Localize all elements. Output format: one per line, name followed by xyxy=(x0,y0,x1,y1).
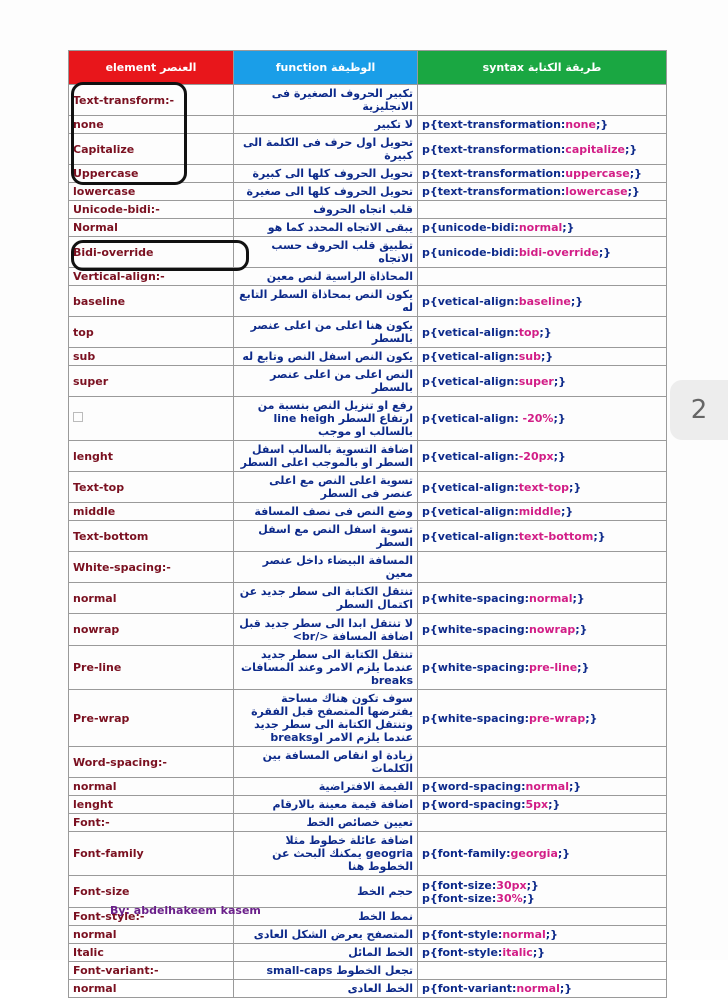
table-row xyxy=(69,614,667,646)
syntax-cell xyxy=(418,747,667,778)
function-cell: لا تكبير xyxy=(234,116,418,134)
element-cell: nowrap xyxy=(69,614,234,646)
element-cell: middle xyxy=(69,503,234,521)
element-cell: Bidi-override xyxy=(69,237,234,268)
function-cell: سوف تكون هناك مساحة يفترضها المتصفح قبل الفقرة وتنتقل الكتابة الى سطر جديد عندما يلزم الامر اوbreaks xyxy=(234,690,418,747)
table-row xyxy=(69,747,667,778)
syntax-cell: p{unicode-bidi:normal;} xyxy=(418,219,667,237)
table-row xyxy=(69,962,667,980)
table-row xyxy=(69,219,667,237)
syntax-cell: p{font-variant:normal;} xyxy=(418,980,667,998)
syntax-cell: p{vetical-align:top;} xyxy=(418,317,667,348)
syntax-cell: p{text-transformation:lowercase;} xyxy=(418,183,667,201)
syntax-cell xyxy=(418,552,667,583)
element-cell: top xyxy=(69,317,234,348)
table-row xyxy=(69,690,667,747)
header-function: function الوظيفة xyxy=(234,51,418,85)
element-cell: Text-top xyxy=(69,472,234,503)
syntax-cell: p{unicode-bidi:bidi-override;} xyxy=(418,237,667,268)
syntax-cell: p{vetical-align:super;} xyxy=(418,366,667,397)
function-cell: تعيين خصائص الخط xyxy=(234,814,418,832)
function-cell: النص اعلى من اعلى عنصر بالسطر xyxy=(234,366,418,397)
table-row xyxy=(69,116,667,134)
syntax-cell: p{vetical-align:text-bottom;} xyxy=(418,521,667,552)
table-row xyxy=(69,366,667,397)
table-row xyxy=(69,503,667,521)
element-cell: Font-style:- xyxy=(69,908,234,926)
table-row xyxy=(69,237,667,268)
syntax-cell: p{font-size:30px;} p{font-size:30%;} xyxy=(418,876,667,908)
syntax-cell: p{vetical-align:middle;} xyxy=(418,503,667,521)
element-cell: Capitalize xyxy=(69,134,234,165)
element-cell: super xyxy=(69,366,234,397)
function-cell: تحويل الحروف كلها الى صغيرة xyxy=(234,183,418,201)
table-row xyxy=(69,268,667,286)
side-page-badge: 2 xyxy=(670,380,728,440)
function-cell: لا تنتقل ابدا الى سطر جديد قبل اضافة المسافة </br> xyxy=(234,614,418,646)
function-cell: القيمة الافتراضية xyxy=(234,778,418,796)
function-cell: اضافة قيمة معينة بالارقام xyxy=(234,796,418,814)
syntax-cell: p{font-style:normal;} xyxy=(418,926,667,944)
syntax-cell: p{text-transformation:capitalize;} xyxy=(418,134,667,165)
element-cell: Font-variant:- xyxy=(69,962,234,980)
function-cell: يكون هنا اعلى من اعلى عنصر بالسطر xyxy=(234,317,418,348)
function-cell: الخط المائل xyxy=(234,944,418,962)
element-cell: none xyxy=(69,116,234,134)
function-cell: الخط العادى xyxy=(234,980,418,998)
element-cell: normal xyxy=(69,583,234,614)
function-cell: اضافة عائلة خطوط مثلا geogria يمكنك البحث عن الخطوط هنا xyxy=(234,832,418,876)
function-cell: تكبير الحروف الصغيرة فى الانجليزية xyxy=(234,85,418,116)
table-row xyxy=(69,472,667,503)
syntax-cell: p{text-transformation:none;} xyxy=(418,116,667,134)
syntax-cell: p{text-transformation:uppercase;} xyxy=(418,165,667,183)
syntax-cell: p{white-spacing:pre-line;} xyxy=(418,646,667,690)
syntax-cell: p{vetical-align: -20%;} xyxy=(418,397,667,441)
function-cell: تنتقل الكتابة الى سطر جديد عن اكتمال السطر xyxy=(234,583,418,614)
syntax-cell: p{vetical-align:-20px;} xyxy=(418,441,667,472)
syntax-cell xyxy=(418,201,667,219)
syntax-cell: p{vetical-align:sub;} xyxy=(418,348,667,366)
function-cell: وضع النص فى نصف المسافة xyxy=(234,503,418,521)
element-cell: Normal xyxy=(69,219,234,237)
table-row xyxy=(69,286,667,317)
syntax-cell xyxy=(418,908,667,926)
syntax-cell: p{vetical-align:baseline;} xyxy=(418,286,667,317)
element-cell: normal xyxy=(69,926,234,944)
table-row xyxy=(69,317,667,348)
header-syntax: syntax طريقة الكتابة xyxy=(418,51,667,85)
function-cell: تسوية اعلى النص مع اعلى عنصر فى السطر xyxy=(234,472,418,503)
function-cell: تجعل الخطوط small-caps xyxy=(234,962,418,980)
syntax-cell: p{white-spacing:pre-wrap;} xyxy=(418,690,667,747)
element-cell: Font-family xyxy=(69,832,234,876)
function-cell: تطبيق قلب الحروف حسب الاتجاه xyxy=(234,237,418,268)
function-cell: قلب اتجاه الحروف xyxy=(234,201,418,219)
element-cell: Pre-line xyxy=(69,646,234,690)
syntax-cell: p{word-spacing:normal;} xyxy=(418,778,667,796)
function-cell: المحاذاة الراسية لنص معين xyxy=(234,268,418,286)
element-cell: lowercase xyxy=(69,183,234,201)
table-row xyxy=(69,796,667,814)
syntax-cell xyxy=(418,814,667,832)
syntax-cell: p{font-family:georgia;} xyxy=(418,832,667,876)
table-row xyxy=(69,441,667,472)
function-cell: اضافة التسوية بالسالب اسفل السطر او بالموجب اعلى السطر xyxy=(234,441,418,472)
function-cell: رفع او تنزيل النص بنسبة من ارتفاع السطر line heigh بالسالب او موجب xyxy=(234,397,418,441)
function-cell: يكون النص اسفل النص وتابع له xyxy=(234,348,418,366)
syntax-cell xyxy=(418,85,667,116)
element-cell: sub xyxy=(69,348,234,366)
table-row xyxy=(69,944,667,962)
function-cell: زيادة او انقاص المسافة بين الكلمات xyxy=(234,747,418,778)
syntax-cell: p{word-spacing:5px;} xyxy=(418,796,667,814)
table-row xyxy=(69,552,667,583)
function-cell: المتصفح يعرض الشكل العادى xyxy=(234,926,418,944)
table-row xyxy=(69,134,667,165)
element-cell xyxy=(69,397,234,441)
syntax-cell xyxy=(418,268,667,286)
element-cell: normal xyxy=(69,778,234,796)
element-cell: Italic xyxy=(69,944,234,962)
syntax-cell: p{font-style:italic;} xyxy=(418,944,667,962)
syntax-cell: p{vetical-align:text-top;} xyxy=(418,472,667,503)
table-row xyxy=(69,397,667,441)
table-header xyxy=(69,51,667,85)
element-cell: Word-spacing:- xyxy=(69,747,234,778)
table-row xyxy=(69,926,667,944)
element-cell: Font-size xyxy=(69,876,234,908)
empty-box-icon xyxy=(73,412,83,422)
css-properties-table xyxy=(68,50,667,998)
element-cell: Uppercase xyxy=(69,165,234,183)
function-cell: يبقى الاتجاه المحدد كما هو xyxy=(234,219,418,237)
table-row xyxy=(69,165,667,183)
element-cell: normal xyxy=(69,980,234,998)
author-credit: By: abdelhakeem kasem xyxy=(110,904,261,917)
table-row xyxy=(69,583,667,614)
element-cell: Text-bottom xyxy=(69,521,234,552)
syntax-cell: p{white-spacing:nowrap;} xyxy=(418,614,667,646)
syntax-cell: p{white-spacing:normal;} xyxy=(418,583,667,614)
element-cell: Font:- xyxy=(69,814,234,832)
element-cell: Pre-wrap xyxy=(69,690,234,747)
table-row xyxy=(69,814,667,832)
function-cell: تحويل الحروف كلها الى كبيرة xyxy=(234,165,418,183)
table-row xyxy=(69,980,667,998)
function-cell: تنتقل الكتابة الى سطر جديد عندما يلزم الامر وعند المسافات breaks xyxy=(234,646,418,690)
element-cell: White-spacing:- xyxy=(69,552,234,583)
element-cell: lenght xyxy=(69,441,234,472)
table-row xyxy=(69,85,667,116)
element-cell: baseline xyxy=(69,286,234,317)
table-row xyxy=(69,183,667,201)
header-element: element العنصر xyxy=(69,51,234,85)
element-cell: Text-transform:- xyxy=(69,85,234,116)
table-row xyxy=(69,778,667,796)
table-row xyxy=(69,876,667,908)
function-cell: تحويل اول حرف فى الكلمة الى كبيرة xyxy=(234,134,418,165)
element-cell: Unicode-bidi:- xyxy=(69,201,234,219)
table-row xyxy=(69,832,667,876)
syntax-cell xyxy=(418,962,667,980)
function-cell: تسوية اسفل النص مع اسفل السطر xyxy=(234,521,418,552)
element-cell: lenght xyxy=(69,796,234,814)
table-row xyxy=(69,646,667,690)
function-cell: حجم الخط xyxy=(234,876,418,908)
table-row xyxy=(69,521,667,552)
element-cell: Vertical-align:- xyxy=(69,268,234,286)
function-cell: نمط الخط xyxy=(234,908,418,926)
function-cell: يكون النص بمحاذاة السطر التابع له xyxy=(234,286,418,317)
table-row xyxy=(69,348,667,366)
table-row xyxy=(69,201,667,219)
function-cell: المسافة البيضاء داخل عنصر معين xyxy=(234,552,418,583)
